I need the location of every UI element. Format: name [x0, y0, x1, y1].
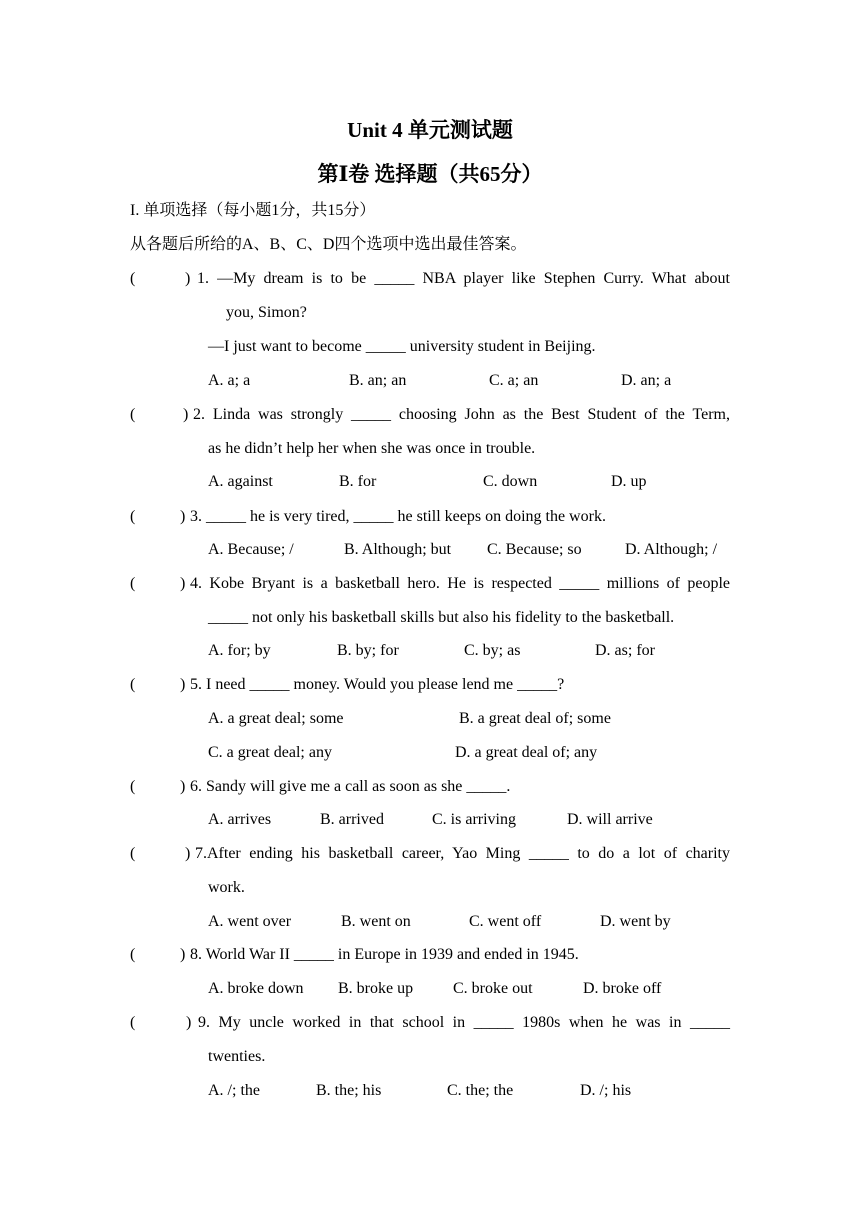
question-9-option-d: D. /; his — [580, 1082, 632, 1099]
question-7-line1: 7.After ending his basketball career, Yao Ming _____ to do a lot of charity — [195, 845, 730, 862]
question-2-option-d: D. up — [611, 473, 647, 490]
question-2-line2: as he didn’t help her when she was once in trouble. — [208, 440, 536, 457]
question-5-option-a: A. a great deal; some — [208, 710, 344, 727]
answer-paren-open: ( — [130, 406, 136, 423]
question-9-option-a: A. /; the — [208, 1082, 260, 1099]
question-3-line1: 3. _____ he is very tired, _____ he still keeps on doing the work. — [190, 508, 606, 525]
question-3-option-a: A. Because; / — [208, 541, 294, 558]
question-4-option-b: B. by; for — [337, 642, 399, 659]
question-9-line1: 9. My uncle worked in that school in _____ 1980s when he was in _____ — [198, 1014, 730, 1031]
question-6-line1: 6. Sandy will give me a call as soon as she _____. — [190, 778, 511, 795]
question-1-option-d: D. an; a — [621, 372, 672, 389]
question-7-option-d: D. went by — [600, 913, 671, 930]
answer-paren-open: ( — [130, 270, 136, 287]
question-6-option-c: C. is arriving — [432, 811, 516, 828]
page-title: Unit 4 单元测试题 — [347, 118, 513, 142]
question-1-line2: you, Simon? — [226, 304, 307, 321]
answer-paren-open: ( — [130, 845, 136, 862]
answer-paren-close: ) — [180, 778, 186, 795]
answer-paren-open: ( — [130, 575, 136, 592]
question-6-option-a: A. arrives — [208, 811, 272, 828]
question-5-option-b: B. a great deal of; some — [459, 710, 611, 727]
question-8-option-d: D. broke off — [583, 980, 662, 997]
section-instruction: 从各题后所给的A、B、C、D四个选项中选出最佳答案。 — [130, 236, 527, 253]
question-5-option-d: D. a great deal of; any — [455, 744, 598, 761]
question-2-option-a: A. against — [208, 473, 273, 490]
answer-paren-close: ) — [185, 270, 191, 287]
question-7-option-b: B. went on — [341, 913, 411, 930]
answer-paren-open: ( — [130, 1014, 136, 1031]
question-4-option-d: D. as; for — [595, 642, 655, 659]
question-2-line1: 2. Linda was strongly _____ choosing John as the Best Student of the Term, — [193, 406, 730, 423]
answer-paren-close: ) — [180, 575, 186, 592]
part-title: 第Ⅰ卷 选择题（共65分） — [317, 162, 543, 186]
answer-paren-open: ( — [130, 946, 136, 963]
question-6-option-b: B. arrived — [320, 811, 384, 828]
question-1-line3: —I just want to become _____ university student in Beijing. — [208, 338, 596, 355]
question-2-option-c: C. down — [483, 473, 538, 490]
question-1-line1: 1. —My dream is to be _____ NBA player like Stephen Curry. What about — [197, 270, 730, 287]
question-1-option-c: C. a; an — [489, 372, 539, 389]
question-4-option-c: C. by; as — [464, 642, 521, 659]
answer-paren-close: ) — [180, 946, 186, 963]
question-1-option-a: A. a; a — [208, 372, 251, 389]
answer-paren-close: ) — [185, 845, 191, 862]
answer-paren-close: ) — [186, 1014, 192, 1031]
question-8-line1: 8. World War II _____ in Europe in 1939 and ended in 1945. — [190, 946, 579, 963]
question-4-option-a: A. for; by — [208, 642, 271, 659]
question-1-option-b: B. an; an — [349, 372, 407, 389]
answer-paren-close: ) — [180, 508, 186, 525]
section-heading: I. 单项选择（每小题1分，共15分） — [130, 202, 376, 219]
answer-paren-open: ( — [130, 676, 136, 693]
question-8-option-b: B. broke up — [338, 980, 414, 997]
answer-paren-open: ( — [130, 508, 136, 525]
question-3-option-b: B. Although; but — [344, 541, 452, 558]
answer-paren-open: ( — [130, 778, 136, 795]
question-2-option-b: B. for — [339, 473, 377, 490]
question-9-line2: twenties. — [208, 1048, 266, 1065]
question-6-option-d: D. will arrive — [567, 811, 653, 828]
question-8-option-c: C. broke out — [453, 980, 533, 997]
answer-paren-close: ) — [183, 406, 189, 423]
answer-paren-close: ) — [180, 676, 186, 693]
question-7-option-c: C. went off — [469, 913, 542, 930]
question-4-line1: 4. Kobe Bryant is a basketball hero. He is respected _____ millions of people — [190, 575, 730, 592]
question-3-option-d: D. Although; / — [625, 541, 718, 558]
question-7-option-a: A. went over — [208, 913, 292, 930]
question-5-line1: 5. I need _____ money. Would you please lend me _____? — [190, 676, 565, 693]
question-9-option-b: B. the; his — [316, 1082, 382, 1099]
question-4-line2: _____ not only his basketball skills but also his fidelity to the basketball. — [208, 609, 675, 626]
question-9-option-c: C. the; the — [447, 1082, 514, 1099]
question-5-option-c: C. a great deal; any — [208, 744, 332, 761]
question-3-option-c: C. Because; so — [487, 541, 582, 558]
question-7-line2: work. — [208, 879, 245, 896]
question-8-option-a: A. broke down — [208, 980, 304, 997]
